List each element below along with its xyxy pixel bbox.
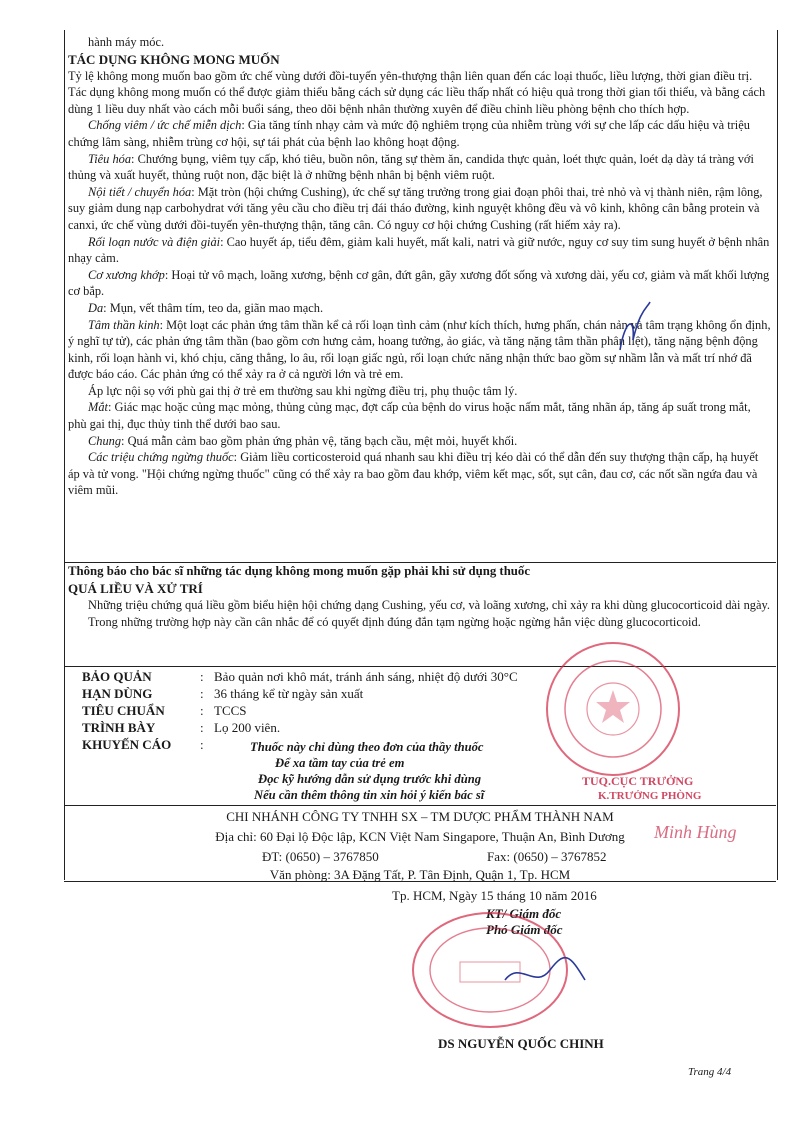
adverse-effects-list <box>68 117 772 499</box>
approval-sub: K.TRƯỞNG PHÒNG <box>598 790 702 802</box>
adverse-item-text: Áp lực nội sọ với phù gai thị ở trẻ em thường sau khi ngừng điều trị, phụ thuộc tâm lý. <box>88 383 518 398</box>
spec-key: KHUYẾN CÁO <box>82 737 172 752</box>
signature-icon <box>500 950 590 1000</box>
section-title-adverse-effects: TÁC DỤNG KHÔNG MONG MUỐN <box>68 51 280 67</box>
adverse-item <box>68 151 772 184</box>
adverse-item-label: Rối loạn nước và điện giải <box>88 234 221 249</box>
adverse-item-text: : Giác mạc hoặc củng mạc mỏng, thủng củng mạc, đợt cấp của bệnh do virus hoặc nấm mắt, tăng nhãn áp, tăng áp suất trong mắt, phù gai thị, đục thủy tinh thể dưới bao sau. <box>68 400 751 432</box>
adverse-item <box>68 234 772 267</box>
company-phone: ĐT: (0650) – 3767850 <box>262 849 379 864</box>
adverse-item-label: Nội tiết / chuyển hóa <box>88 184 192 199</box>
adverse-item-text: : Mụn, vết thâm tím, teo da, giãn mao mạch. <box>103 300 324 315</box>
adverse-item <box>68 383 772 400</box>
warning-4: Nếu cần thêm thông tin xin hỏi ý kiến bác sĩ <box>254 788 485 802</box>
adverse-item-text: : Giảm liều corticosteroid quá nhanh sau khi điều trị kéo dài có thể dẫn đến suy thượng thận cấp, hạ huyết áp và tử vong. "Hội chứng ngừng thuốc" cũng có thể xảy ra bao gồm đau khớp, viêm kết mạc, sốt, sụt cân, đau cơ, các nốt sần ngứa đau và viêm mũi. <box>68 450 759 498</box>
spec-key: HẠN DÙNG <box>82 686 153 701</box>
adverse-item <box>68 399 772 432</box>
adverse-item-label: Chung <box>88 433 122 448</box>
signer-name: DS NGUYỄN QUỐC CHINH <box>438 1036 604 1051</box>
approval-title: TUQ.CỤC TRƯỞNG <box>582 774 694 788</box>
spec-value: TCCS <box>214 703 247 718</box>
approval-signature: Minh Hùng <box>654 822 737 842</box>
overdose-p2: Trong những trường hợp này cần cân nhắc để có quyết định đúng đắn tạm ngừng hoặc ngừng hẳn việc dùng glucocorticoid. <box>88 614 701 629</box>
adverse-item <box>68 317 772 383</box>
adverse-item-label: Các triệu chứng ngừng thuốc <box>88 450 234 465</box>
adverse-item <box>68 117 772 150</box>
adverse-item-text: : Hoại tử vô mạch, loãng xương, bệnh cơ gân, đứt gân, gãy xương đốt sống và xương dài, yếu cơ, giảm và mất khối lượng cơ bắp. <box>68 267 770 299</box>
adverse-item-text: : Quá mẫn cảm bao gồm phản ứng phản vệ, tăng bạch cầu, mệt mỏi, huyết khối. <box>121 433 518 448</box>
warning-1: Thuốc này chỉ dùng theo đơn của thầy thuốc <box>250 740 484 754</box>
adverse-item <box>68 300 772 317</box>
adverse-item-label: Cơ xương khớp <box>88 267 165 282</box>
signoff-date: Tp. HCM, Ngày 15 tháng 10 năm 2016 <box>392 888 597 903</box>
adverse-item-label: Mắt <box>88 400 108 415</box>
stamp-ring-icon <box>548 644 678 774</box>
adverse-item-text: : Chướng bụng, viêm tụy cấp, khó tiêu, buồn nôn, tăng sự thèm ăn, candida thực quản, loét thực quản, loét dạ dày tá tràng với thủng và xuất huyết, thủng ruột non, đặc biệt là ở những bệnh nhân bị bệnh viêm ruột. <box>68 151 754 183</box>
spec-key: TIÊU CHUẨN <box>82 703 165 718</box>
spec-colon: : <box>200 737 204 752</box>
adverse-intro: Tỷ lệ không mong muốn bao gồm ức chế vùng dưới đồi-tuyến yên-thượng thận liên quan đến các loại thuốc, liều lượng, thời gian điều trị. Tác dụng không mong muốn có thể được giảm thiểu bằng cách sử dụng các liều thấp nhất có hiệu quả trong thời gian tối thiểu, và bằng cách dùng 1 liều duy nhất vào cách mỗi buổi sáng, theo dõi bệnh nhân thường xuyên để điều chỉnh liều phòng bệnh cho thích hợp. <box>68 68 766 116</box>
notice-block <box>68 563 772 630</box>
spec-key: BẢO QUẢN <box>82 669 152 684</box>
adverse-item-label: Tâm thần kinh <box>88 317 160 332</box>
adverse-item <box>68 267 772 300</box>
warning-3: Đọc kỹ hướng dẫn sử dụng trước khi dùng <box>258 772 482 786</box>
continued-line: hành máy móc. <box>88 35 165 49</box>
spec-value: Lọ 200 viên. <box>214 720 281 735</box>
spec-colon: : <box>200 669 204 684</box>
spec-value: Bảo quản nơi khô mát, tránh ánh sáng, nhiệt độ dưới 30°C <box>214 669 518 684</box>
section-title-overdose: QUÁ LIỀU VÀ XỬ TRÍ <box>68 581 203 596</box>
spec-row <box>82 719 786 736</box>
spec-row <box>82 702 786 719</box>
adverse-item <box>68 433 772 450</box>
signoff-kt: KT/ Giám đốc <box>486 906 562 921</box>
adverse-item <box>68 449 772 499</box>
adverse-item-label: Tiêu hóa <box>88 151 132 166</box>
adverse-item <box>68 184 772 234</box>
adverse-item-text: : Gia tăng tính nhạy cảm và mức độ nghiêm trọng của nhiễm trùng với sự che lấp các dấu hiệu và triệu chứng lâm sàng, nhiễm trùng cơ hội, sự tái phát của bệnh lao không hoạt động. <box>68 118 750 149</box>
spec-key: TRÌNH BÀY <box>82 720 156 735</box>
adverse-item-label: Chống viêm / ức chế miễn dịch <box>88 118 242 133</box>
spec-row <box>82 685 786 702</box>
company-office: Văn phòng: 3A Đặng Tất, P. Tân Định, Quận 1, Tp. HCM <box>269 867 571 882</box>
overdose-p1: Những triệu chứng quá liều gồm biểu hiện hội chứng dạng Cushing, yếu cơ, và loãng xương, chỉ xảy ra khi dùng glucocorticoid dài ngày. <box>88 598 770 612</box>
adverse-item-text: : Một loạt các phản ứng tâm thần kể cả rối loạn tình cảm (như kích thích, hưng phấn, chán nản và tâm trạng không ổn định, ý nghĩ tự tử), các phản ứng tâm thần (bao gồm cơn hưng cảm, hoang tưởng, ảo giác, và tăng nặng tâm thần phân liệt), tăng nặng bệnh động kinh, rối loạn hành vi, khó chịu, căng thẳng, lo âu, rối loạn giấc ngủ, rối loạn chức năng nhận thức bao gồm sự nhầm lẫn và mất trí nhớ đã được báo cáo. Các phản ứng có thể xảy ra ở cả người lớn và trẻ em. <box>68 317 771 382</box>
spec-colon: : <box>200 686 204 701</box>
spec-row <box>82 668 786 685</box>
adverse-item-text: : Mặt tròn (hội chứng Cushing), ức chế sự tăng trưởng trong giai đoạn phôi thai, trẻ nhỏ và vị thành niên, rậm lông, suy giảm dung nạp carbohydrat với tăng yêu cầu cho điều trị đái tháo đường, kinh nguyệt không đều và vô kinh, không cân bằng protein và canxi, ức chế vùng dưới đồi-tuyến yên-thượng thận, tăng cân. Có nguy cơ hội chứng Cushing (rất hiếm xảy ra). <box>68 184 763 232</box>
company-name: CHI NHÁNH CÔNG TY TNHH SX – TM DƯỢC PHẨM THÀNH NAM <box>226 809 614 824</box>
adverse-item-text: : Cao huyết áp, tiểu đêm, giảm kali huyết, mất kali, natri và giữ nước, nguy cơ suy tim sung huyết ở bệnh nhân nhạy cảm. <box>68 234 770 266</box>
adverse-item-label: Da <box>88 300 104 315</box>
notice-text: Thông báo cho bác sĩ những tác dụng không mong muốn gặp phải khi sử dụng thuốc <box>68 564 530 578</box>
approval-stamp <box>546 642 680 776</box>
spec-colon: : <box>200 720 204 735</box>
warning-2: Để xa tầm tay của trẻ em <box>275 756 405 770</box>
content-block <box>68 34 772 499</box>
company-address: Địa chỉ: 60 Đại lộ Độc lập, KCN Việt Nam Singapore, Thuận An, Bình Dương <box>215 829 625 844</box>
spec-colon: : <box>200 703 204 718</box>
ink-mark-icon <box>615 300 655 355</box>
page-number: Trang 4/4 <box>688 1066 732 1078</box>
divider <box>64 805 776 806</box>
company-fax: Fax: (0650) – 3767852 <box>487 849 607 864</box>
spec-value: 36 tháng kể từ ngày sản xuất <box>214 686 364 701</box>
signoff-role: Phó Giám đốc <box>486 922 563 937</box>
frame-bottom <box>64 881 776 882</box>
